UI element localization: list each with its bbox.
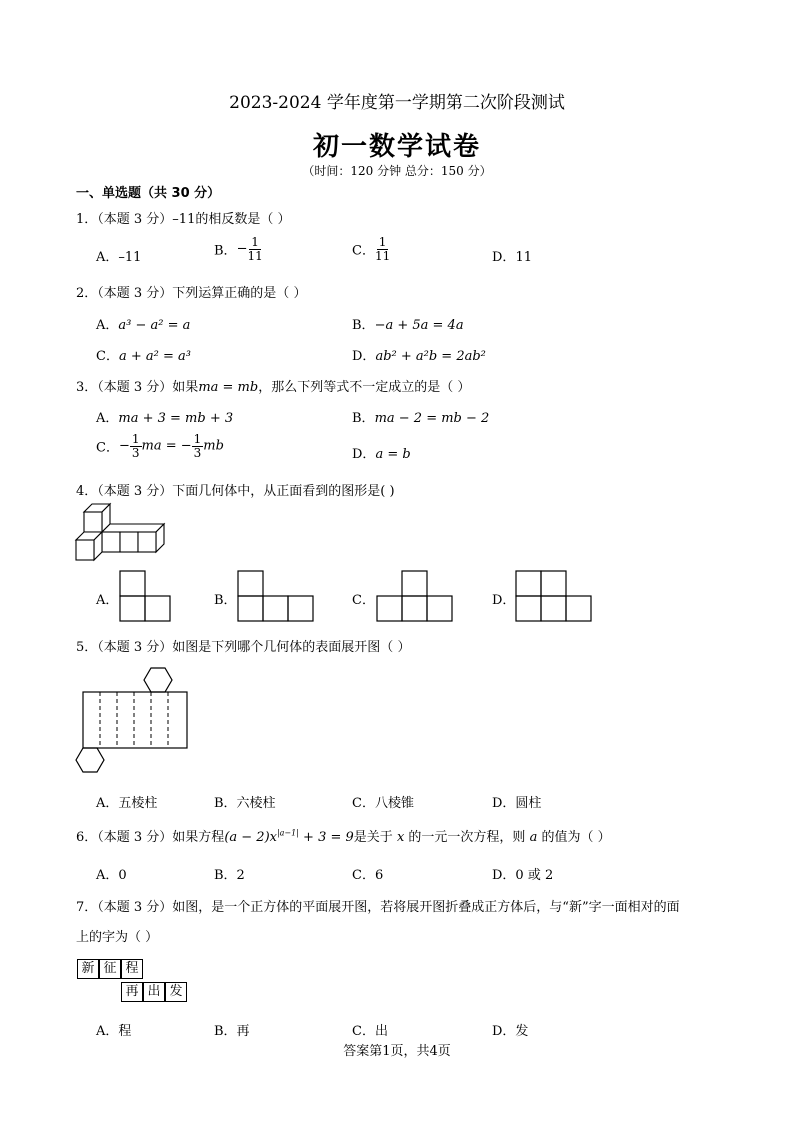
net-cell-3: 程 (121, 959, 143, 979)
paper-title: 初一数学试卷 (312, 132, 481, 162)
q6-option-d: D．0 或 2 (492, 868, 554, 883)
question-1-stem: 1．（本题 3 分）–11的相反数是（ ） (76, 212, 291, 227)
net-cell-5: 出 (143, 982, 165, 1002)
q3-option-d: D．a = b (352, 447, 411, 462)
q1-option-a: A．–11 (96, 250, 142, 265)
q7-option-c: C．出 (352, 1024, 388, 1039)
q7-option-a: A．程 (96, 1024, 132, 1039)
question-6-stem: 6．（本题 3 分）如果方程$(a - 2)x^{|a-1|} + 3 = 9$是关于 x 的一元一次方程，则 a 的值为（ ） (76, 828, 611, 845)
q1-option-d: D．11 (492, 250, 532, 265)
q4-option-d-figure (515, 570, 593, 622)
question-2-stem: 2．（本题 3 分）下列运算正确的是（ ） (76, 286, 307, 301)
section-heading: 一、单选题（共 30 分） (76, 186, 221, 201)
q4-option-a-figure (119, 570, 171, 622)
q2-option-d: D．ab² + a²b = 2ab² (352, 349, 486, 364)
q2-option-b: B．−a + 5a = 4a (352, 318, 464, 333)
q4-solid-figure (74, 500, 164, 566)
question-5-stem: 5．（本题 3 分）如图是下列哪个几何体的表面展开图（ ） (76, 640, 411, 655)
question-7-stem-line2: 上的字为（ ） (76, 930, 159, 945)
question-7-stem-line1: 7．（本题 3 分）如图，是一个正方体的平面展开图，若将展开图折叠成正方体后，与“新”字一面相对的面 (76, 900, 680, 915)
q5-option-b: B．六棱柱 (214, 796, 276, 811)
q5-option-d: D．圆柱 (492, 796, 542, 811)
q6-option-a: A．0 (96, 868, 127, 883)
q6-option-b: B．2 (214, 868, 245, 883)
q3-option-b: B．ma − 2 = mb − 2 (352, 411, 490, 426)
q3-option-c: C．− $\frac{1}{3}$ ma = − $\frac{1}{3}$ mb (96, 432, 224, 460)
q4-option-a-label: A． (96, 593, 119, 608)
q7-option-d: D．发 (492, 1024, 529, 1039)
q5-option-c: C．八棱锥 (352, 796, 414, 811)
net-cell-6: 发 (165, 982, 187, 1002)
exam-title: 2023-2024 学年度第一学期第二次阶段测试 (229, 93, 565, 113)
q4-option-b-label: B． (214, 593, 237, 608)
net-cell-2: 征 (99, 959, 121, 979)
q4-option-c-label: C． (352, 593, 375, 608)
q2-option-c: C．a + a² = a³ (96, 349, 191, 364)
exam-info: （时间：120 分钟 总分：150 分） (302, 164, 492, 178)
q5-option-a: A．五棱柱 (96, 796, 158, 811)
question-3-stem: 3．（本题 3 分）如果ma = mb，那么下列等式不一定成立的是（ ） (76, 380, 471, 395)
q4-option-c-figure (376, 570, 454, 622)
question-4-stem: 4．（本题 3 分）下面几何体中，从正面看到的图形是( ) (76, 484, 395, 499)
q3-option-a: A．ma + 3 = mb + 3 (96, 411, 234, 426)
page-footer: 答案第1页，共4页 (343, 1044, 451, 1059)
q1-option-b: B．− $\frac{1}{11}$ (214, 235, 263, 263)
net-cell-1: 新 (77, 959, 99, 979)
net-cell-4: 再 (121, 982, 143, 1002)
q4-option-b-figure (237, 570, 315, 622)
q6-option-c: C．6 (352, 868, 384, 883)
q2-option-a: A．a³ − a² = a (96, 318, 191, 333)
q5-prism-net-figure (76, 666, 188, 778)
q4-option-d-label: D． (492, 593, 516, 608)
q7-option-b: B．再 (214, 1024, 250, 1039)
q1-option-c: C． $\frac{1}{11}$ (352, 235, 391, 263)
